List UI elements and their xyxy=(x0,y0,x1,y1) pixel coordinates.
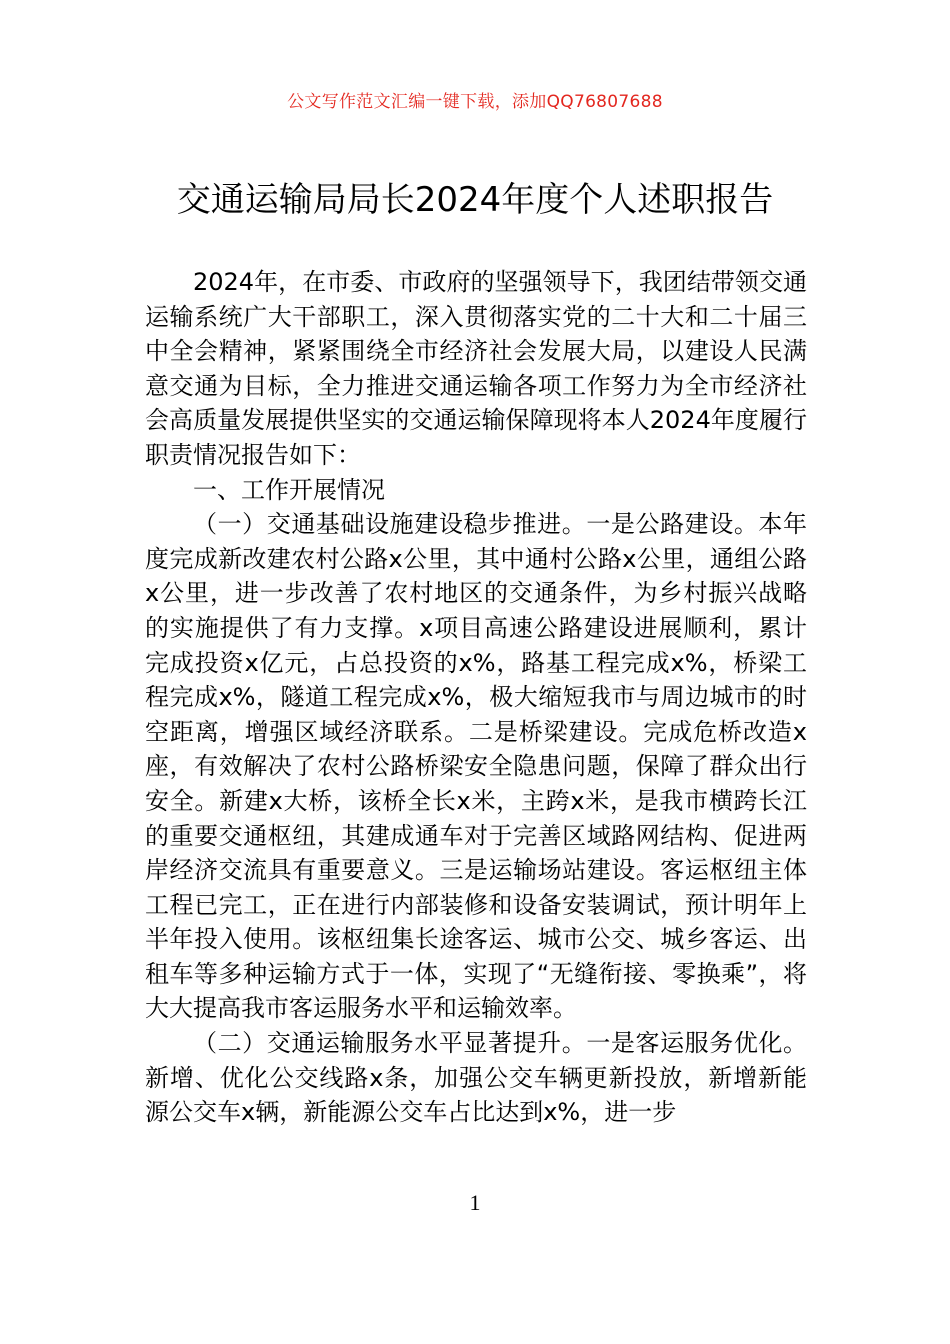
download-promo-note: 公文写作范文汇编一键下载，添加QQ76807688 xyxy=(287,92,663,112)
page-number: 1 xyxy=(469,1190,481,1215)
infrastructure-paragraph: （一）交通基础设施建设稳步推进。一是公路建设。本年度完成新改建农村公路x公里，其中通村公路x公里，通组公路x公里，进一步改善了农村地区的交通条件，为乡村振兴战略的实施提供了有力支撑。x项目高速公路建设进展顺利，累计完成投资x亿元，占总投资的x%，路基工程完成x%，桥梁工程完成x%，隧道工程完成x%，极大缩短我市与周边城市的时空距离，增强区域经济联系。二是桥梁建设。完成危桥改造x座，有效解决了农村公路桥梁安全隐患问题，保障了群众出行安全。新建x大桥，该桥全长x米，主跨x米，是我市横跨长江的重要交通枢纽，其建成通车对于完善区域路网结构、促进两岸经济交流具有重要意义。三是运输场站建设。客运枢纽主体工程已完工，正在进行内部装修和设备安装调试，预计明年上半年投入使用。该枢纽集长途客运、城市公交、城乡客运、出租车等多种运输方式于一体，实现了“无缝衔接、零换乘”，将大大提高我市客运服务水平和运输效率。 xyxy=(145,510,807,1023)
service-paragraph: （二）交通运输服务水平显著提升。一是客运服务优化。新增、优化公交线路x条，加强公交车辆更新投放，新增新能源公交车x辆，新能源公交车占比达到x%，进一步 xyxy=(145,1029,807,1127)
section-heading: 一、工作开展情况 xyxy=(193,475,385,504)
document-body xyxy=(145,265,807,1130)
intro-paragraph: 2024年，在市委、市政府的坚强领导下，我团结带领交通运输系统广大干部职工，深入贯彻落实党的二十大和二十届三中全会精神，紧紧围绕全市经济社会发展大局，以建设人民满意交通为目标，全力推进交通运输各项工作努力为全市经济社会高质量发展提供坚实的交通运输保障现将本人2024年度履行职责情况报告如下： xyxy=(145,268,807,469)
document-title: 交通运输局局长2024年度个人述职报告 xyxy=(176,180,774,220)
